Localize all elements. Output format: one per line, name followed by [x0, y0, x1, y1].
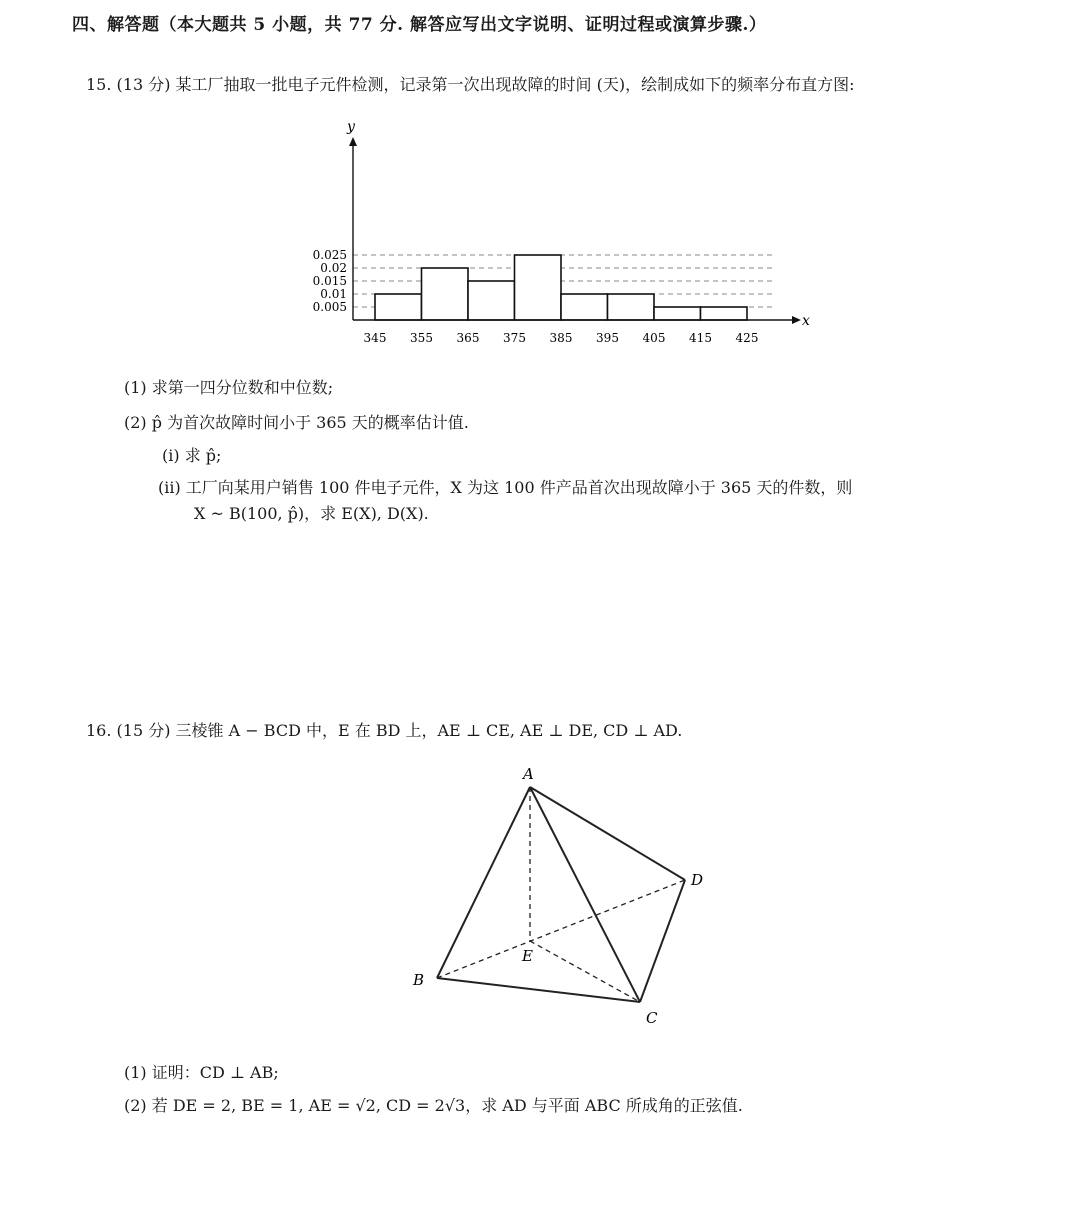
histogram-bar [515, 255, 562, 320]
y-tick-label: 0.005 [312, 300, 347, 314]
y-axis-label: y [347, 119, 355, 135]
histogram-bar [608, 294, 655, 320]
question-16-part-2: (2) 若 DE = 2, BE = 1, AE = √2, CD = 2√3，求 AD 与平面 ABC 所成角的正弦值. [124, 1096, 743, 1115]
question-15-part-1: (1) 求第一四分位数和中位数; [124, 378, 334, 397]
x-tick-label: 355 [410, 331, 433, 345]
tetrahedron-diagram [400, 760, 720, 1035]
vertex-label-C: C [646, 1009, 658, 1027]
question-15-stem: 15. (13 分) 某工厂抽取一批电子元件检测，记录第一次出现故障的时间 (天)，绘制成如下的频率分布直方图: [86, 75, 855, 94]
histogram-bar [561, 294, 608, 320]
question-15-part-2-ii-continued: X ~ B(100, p̂)，求 E(X), D(X). [194, 504, 429, 523]
edge-CD [640, 880, 685, 1002]
histogram-bar [422, 268, 469, 320]
x-tick-label: 365 [456, 331, 480, 345]
y-tick-label: 0.02 [320, 261, 347, 275]
vertex-label-B: B [413, 971, 425, 989]
edge-BC [437, 978, 640, 1002]
histogram-bar [654, 307, 701, 320]
question-15-part-2: (2) p̂ 为首次故障时间小于 365 天的概率估计值. [124, 413, 469, 432]
histogram-chart [290, 110, 830, 355]
edge-BD-dashed [437, 880, 685, 978]
question-16-stem: 16. (15 分) 三棱锥 A − BCD 中，E 在 BD 上，AE ⊥ CE, AE ⊥ DE, CD ⊥ AD. [86, 721, 683, 740]
question-15-part-2-i: (i) 求 p̂; [162, 446, 222, 465]
y-tick-label: 0.01 [320, 287, 347, 301]
y-tick-label: 0.015 [312, 274, 347, 288]
y-axis-arrow [349, 137, 357, 146]
x-tick-label: 405 [642, 331, 666, 345]
y-tick-label: 0.025 [312, 248, 347, 262]
x-tick-label: 375 [503, 331, 526, 345]
question-15-part-2-ii: (ii) 工厂向某用户销售 100 件电子元件，X 为这 100 件产品首次出现故障小于 365 天的件数，则 [158, 478, 853, 497]
chart-bars [375, 255, 747, 320]
x-axis-arrow [792, 316, 801, 324]
x-axis-label: x [802, 313, 810, 329]
section-heading: 四、解答题（本大题共 5 小题，共 77 分. 解答应写出文字说明、证明过程或演算步骤.） [72, 15, 767, 35]
point-label-E: E [522, 947, 533, 965]
x-tick-label: 345 [363, 331, 387, 345]
histogram-bar [701, 307, 748, 320]
x-tick-label: 395 [596, 331, 619, 345]
x-tick-label: 385 [549, 331, 573, 345]
x-tick-label: 415 [689, 331, 712, 345]
histogram-bar [375, 294, 422, 320]
chart-x-tick-labels [364, 331, 759, 345]
question-16-part-1: (1) 证明：CD ⊥ AB; [124, 1063, 279, 1082]
histogram-bar [468, 281, 515, 320]
x-tick-label: 425 [735, 331, 759, 345]
edge-AB [437, 787, 530, 978]
vertex-label-D: D [691, 871, 704, 889]
vertex-label-A: A [523, 765, 534, 783]
chart-y-tick-labels [313, 248, 347, 314]
